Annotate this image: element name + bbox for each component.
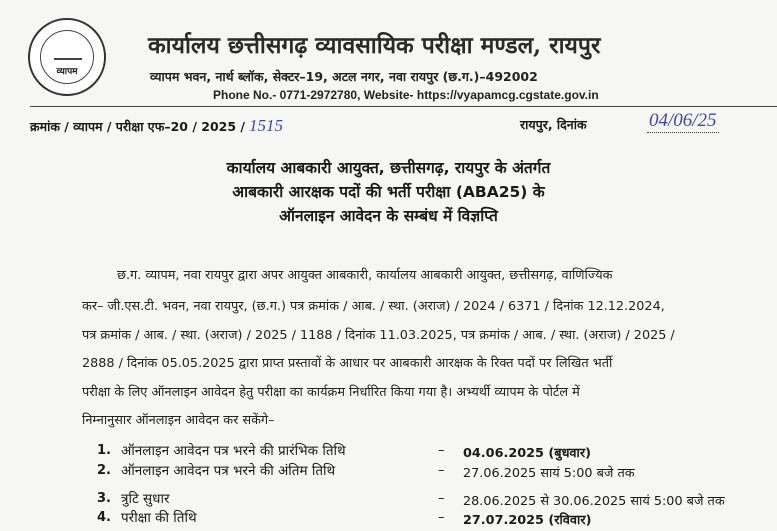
reference-number: 1515 bbox=[248, 116, 283, 135]
body-line-6: निम्नानुसार ऑनलाइन आवेदन कर सकेंगे– bbox=[82, 413, 275, 428]
organization-contact: Phone No.- 0771-2972780, Website- https://vyapamcg.cgstate.gov.in bbox=[213, 88, 599, 102]
schedule-value: 27.06.2025 सायं 5:00 बजे तक bbox=[463, 466, 635, 481]
body-line-2: कर– जी.एस.टी. भवन, नवा रायपुर, (छ.ग.) पत्र क्रमांक / आब. / स्था. (अराज) / 2024 / 6371 / दिनांक 12.12.2024, bbox=[82, 299, 665, 314]
schedule-label: ऑनलाइन आवेदन पत्र भरने की प्रारंभिक तिथि bbox=[121, 443, 346, 459]
schedule-value: 27.07.2025 (रविवार) bbox=[463, 513, 592, 528]
schedule-number: 3. bbox=[97, 491, 111, 506]
notice-title-line-1: कार्यालय आबकारी आयुक्त, छत्तीसगढ़, रायपुर के अंतर्गत bbox=[226, 159, 551, 177]
logo-text: व्यापम bbox=[56, 67, 78, 77]
body-line-5: परीक्षा के लिए ऑनलाइन आवेदन हेतु परीक्षा का कार्यक्रम निर्धारित किया गया है। अभ्यर्थी व्यापम के पोर्टल में bbox=[82, 385, 580, 400]
schedule-dash: – bbox=[438, 463, 445, 478]
date-value: 04/06/25 bbox=[649, 110, 717, 131]
schedule-label: ऑनलाइन आवेदन पत्र भरने की अंतिम तिथि bbox=[121, 463, 336, 479]
reference-label: क्रमांक / व्यापम / परीक्षा एफ–20 / 2025 / bbox=[30, 119, 245, 134]
body-line-4: 2888 / दिनांक 05.05.2025 द्वारा प्राप्त प्रस्तावों के आधार पर आबकारी आरक्षक के रिक्त पदों पर लिखित भर्ती bbox=[82, 356, 613, 371]
header-divider bbox=[30, 106, 777, 107]
emblem-icon bbox=[54, 38, 82, 60]
schedule-value: 04.06.2025 (बुधवार) bbox=[463, 446, 591, 461]
reference-line bbox=[30, 116, 283, 136]
body-line-1: छ.ग. व्यापम, नवा रायपुर द्वारा अपर आयुक्त आबकारी, कार्यालय आबकारी आयुक्त, छत्तीसगढ़, वाणिज्यिक bbox=[117, 268, 613, 283]
organization-address: व्यापम भवन, नार्थ ब्लॉक, सेक्टर–19, अटल नगर, नवा रायपुर (छ.ग.)–492002 bbox=[150, 69, 538, 84]
schedule-dash: – bbox=[438, 510, 445, 525]
organization-title: कार्यालय छत्तीसगढ़ व्यावसायिक परीक्षा मण्डल, रायपुर bbox=[148, 32, 601, 59]
schedule-dash: – bbox=[438, 443, 445, 458]
notice-title-line-3: ऑनलाइन आवेदन के सम्बंध में विज्ञप्ति bbox=[279, 207, 498, 225]
schedule-number: 4. bbox=[97, 510, 111, 525]
body-line-3: पत्र क्रमांक / आब. / स्था. (अराज) / 2025 / 1188 / दिनांक 11.03.2025, पत्र क्रमांक / आब. / स्था. (अराज) / 2025 / bbox=[82, 328, 675, 343]
schedule-dash: – bbox=[438, 491, 445, 506]
notice-title-line-2: आबकारी आरक्षक पदों की भर्ती परीक्षा (ABA25) के bbox=[232, 183, 545, 201]
schedule-label: त्रुटि सुधार bbox=[121, 491, 170, 507]
vyapam-logo bbox=[28, 18, 106, 96]
schedule-label: परीक्षा की तिथि bbox=[121, 510, 197, 526]
schedule-number: 1. bbox=[97, 443, 111, 458]
schedule-number: 2. bbox=[97, 463, 111, 478]
date-label: रायपुर, दिनांक bbox=[520, 117, 587, 132]
schedule-value: 28.06.2025 से 30.06.2025 सायं 5:00 बजे तक bbox=[463, 494, 725, 509]
